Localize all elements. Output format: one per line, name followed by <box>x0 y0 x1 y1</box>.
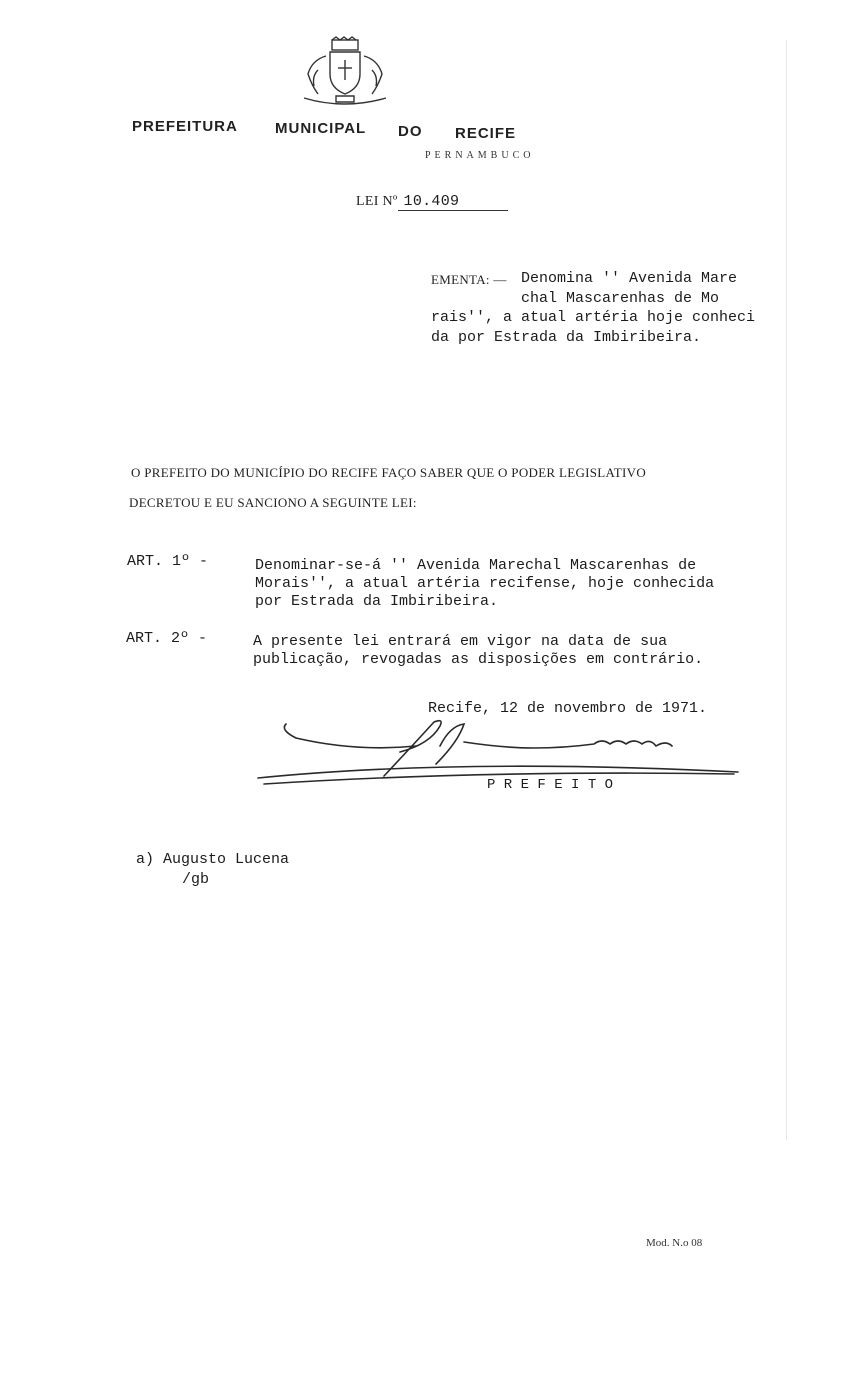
ementa-line-1: Denomina '' Avenida Mare <box>521 270 738 287</box>
coat-of-arms-icon <box>296 36 394 108</box>
ementa-line-2: chal Mascarenhas de Mo <box>521 290 720 307</box>
header-word-municipal: MUNICIPAL <box>275 120 367 137</box>
header-word-recife: RECIFE <box>455 125 517 142</box>
header-word-prefeitura: PREFEITURA <box>132 118 238 135</box>
place-and-date: Recife, 12 de novembro de 1971. <box>428 700 708 717</box>
scan-edge-line <box>786 40 787 1140</box>
ementa-line-3: rais'', a atual artéria hoje conheci <box>431 309 756 326</box>
signatory-name: a) Augusto Lucena <box>136 851 290 868</box>
article-1-label: ART. 1º - <box>127 553 209 570</box>
law-number: 10.409 <box>403 193 460 210</box>
law-number-line <box>356 193 508 211</box>
article-2-text: A presente lei entrará em vigor na data de sua publicação, revogadas as disposições em contrário. <box>253 633 704 668</box>
preamble-line-1: O PREFEITO DO MUNICÍPIO DO RECIFE FAÇO SABER QUE O PODER LEGISLATIVO <box>131 465 647 480</box>
header-word-do: DO <box>398 123 423 140</box>
ementa-label: EMENTA: — <box>431 272 507 287</box>
law-label: LEI Nº <box>356 194 398 209</box>
form-code: Mod. N.o 08 <box>646 1237 703 1249</box>
ementa-line-4: da por Estrada da Imbiribeira. <box>431 329 702 346</box>
preamble-line-2: DECRETOU E EU SANCIONO A SEGUINTE LEI: <box>129 495 417 510</box>
header-state: PERNAMBUCO <box>425 150 535 161</box>
typist-initials: /gb <box>182 871 210 888</box>
article-1-text: Denominar-se-á '' Avenida Marechal Mascarenhas de Morais'', a atual artéria recifense, hoje conhecida por Estrada da Imbiribeira. <box>255 557 715 610</box>
signature-title: P R E F E I T O <box>487 777 614 793</box>
article-2-label: ART. 2º - <box>126 630 208 647</box>
